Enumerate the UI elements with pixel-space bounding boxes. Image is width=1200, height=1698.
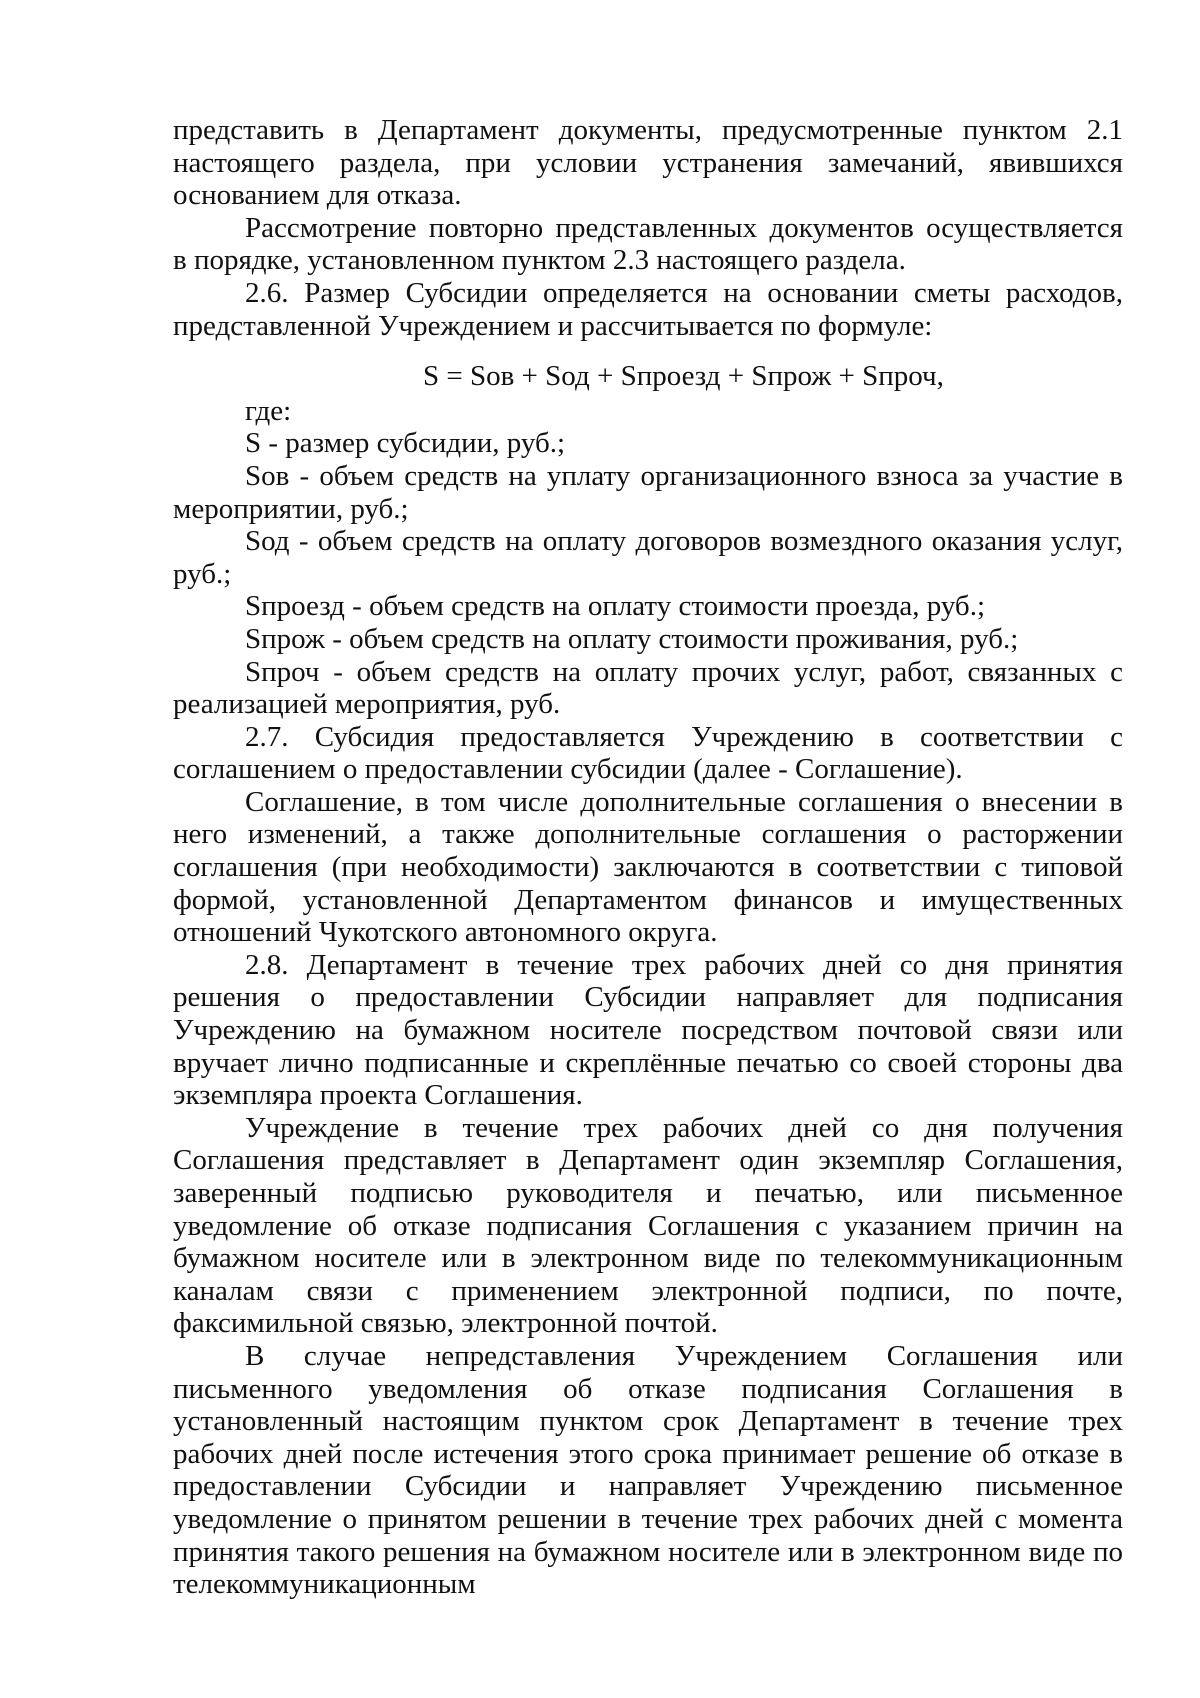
definition-sprozh: Sпрож - объем средств на оплату стоимости проживания, руб.; [245,622,1019,655]
paragraph-agreement: Соглашение, в том числе дополнительные соглашения о внесении в него изменений, а также дополнительные соглашения о расторжении соглашения (при необходимости) заключаются в соответствии с типовой формой, установленной Департаментом финансов и имущественных отношений Чукотского автономного округа. [173,785,1123,949]
paragraph-2-6: 2.6. Размер Субсидии определяется на основании сметы расходов, представленной Учреждением и рассчитывается по формуле: [173,276,1123,342]
definition-sproch: Sпроч - объем средств на оплату прочих услуг, работ, связанных с реализацией мероприятия, руб. [173,655,1123,721]
paragraph-resubmission: Рассмотрение повторно представленных документов осуществляется в порядке, установленном пунктом 2.3 настоящего раздела. [173,211,1123,277]
definition-sod: Sод - объем средств на оплату договоров возмездного оказания услуг, руб.; [173,525,1123,590]
paragraph-non-submission: В случае непредставления Учреждением Соглашения или письменного уведомления об отказе подписания Соглашения в установленный настоящим пунктом срок Департамент в течение трех рабочих дней после истечения этого срока принимает решение об отказе в предоставлении Субсидии и направляет Учреждению письменное уведомление о принятом решении в течение трех рабочих дней с момента принятия такого решения на бумажном носителе или в электронном виде по телекоммуникационным [173,1339,1123,1601]
definition-s: S - размер субсидии, руб.; [245,427,566,460]
paragraph-2-8: 2.8. Департамент в течение трех рабочих дней со дня принятия решения о предоставлении Субсидии направляет для подписания Учреждению на бумажном носителе посредством почтовой связи или вручает лично подписанные и скреплённые печатью со своей стороны два экземпляра проекта Соглашения. [173,948,1123,1112]
formula: S = Sов + Sод + Sпроезд + Sпрож + Sпроч, [423,360,944,393]
definition-sov: Sов - объем средств на уплату организационного взноса за участие в мероприятии, руб.; [173,459,1123,525]
paragraph-continuation: представить в Департамент документы, предусмотренные пунктом 2.1 настоящего раздела, при условии устранения замечаний, явившихся основанием для отказа. [173,114,1123,212]
paragraph-institution-response: Учреждение в течение трех рабочих дней со дня получения Соглашения представляет в Департамент один экземпляр Соглашения, заверенный подписью руководителя и печатью, или письменное уведомление об отказе подписания Соглашения с указанием причин на бумажном носителе или в электронном виде по телекоммуникационным каналам связи с применением электронной подписи, по почте, факсимильной связью, электронной почтой. [173,1111,1123,1340]
definition-sproezd: Sпроезд - объем средств на оплату стоимости проезда, руб.; [245,590,985,623]
formula-where: где: [245,394,292,427]
paragraph-2-7: 2.7. Субсидия предоставляется Учреждению в соответствии с соглашением о предоставлении субсидии (далее - Соглашение). [173,720,1123,786]
document-body [173,114,1123,1601]
